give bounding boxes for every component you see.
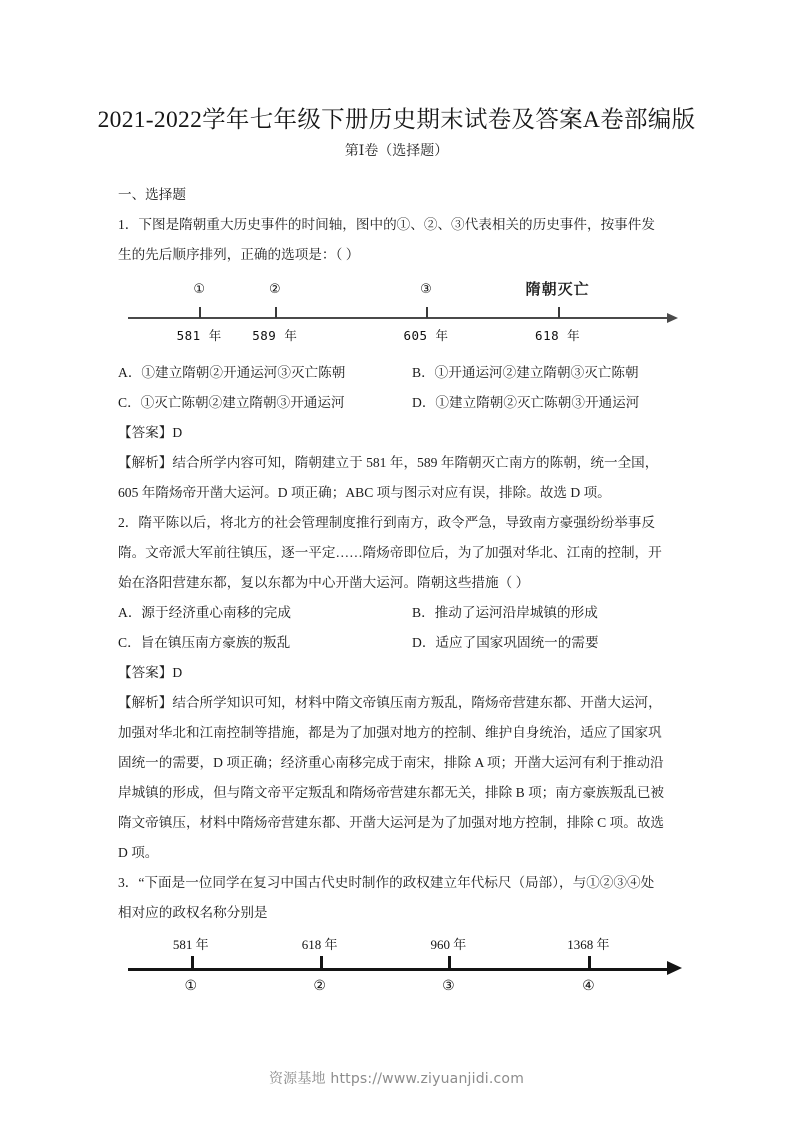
timeline-year-label: 618 年 [301, 937, 338, 952]
answer-label: 【答案】 [118, 665, 173, 680]
question-1-analysis-line-1 [118, 448, 678, 478]
answer-value: D [172, 425, 183, 440]
document-body [118, 180, 678, 1016]
section-heading-choice: 一、选择题 [118, 187, 186, 202]
analysis-label: 【解析】 [118, 455, 173, 470]
timeline-dynasty-ruler [118, 934, 678, 1012]
timeline-arrow-icon [667, 961, 682, 975]
question-2-option-d[interactable]: D．适应了国家巩固统一的需要 [412, 635, 599, 650]
timeline-year-label: 960 年 [430, 937, 467, 952]
timeline-year-label: 1368 年 [567, 937, 610, 952]
question-2-answer [118, 658, 678, 688]
timeline-tick [426, 307, 428, 318]
question-1-option-a[interactable]: A．①建立隋朝②开通运河③灭亡陈朝 [118, 365, 346, 380]
timeline-tick [275, 307, 277, 318]
question-3-stem-line-2: 相对应的政权名称分别是 [118, 905, 268, 920]
timeline-marker-1: ① [193, 282, 206, 297]
question-1-option-d[interactable]: D．①建立隋朝②灭亡陈朝③开通运河 [412, 395, 640, 410]
timeline-sui-dynasty [118, 276, 678, 354]
page-subtitle: 第Ⅰ卷（选择题） [344, 144, 449, 159]
question-2-option-b[interactable]: B．推动了运河沿岸城镇的形成 [412, 605, 598, 620]
timeline-year-label: 605 年 [403, 328, 449, 343]
timeline-tick [448, 956, 451, 969]
question-2-analysis-line-3: 固统一的需要，D 项正确；经济重心南移完成于南宋，排除 A 项；开凿大运河有利于推动沿 [118, 755, 664, 770]
timeline-tick [558, 307, 560, 318]
timeline-tick [320, 956, 323, 969]
question-1-option-c[interactable]: C．①灭亡陈朝②建立隋朝③开通运河 [118, 395, 345, 410]
timeline-year-label: 589 年 [252, 328, 298, 343]
question-2-stem-line-1: 2．隋平陈以后，将北方的社会管理制度推行到南方，政令严急，导致南方豪强纷纷举事反 [118, 515, 655, 530]
question-1-options-row-1 [118, 358, 678, 388]
question-2-analysis-line-4: 岸城镇的形成，但与隋文帝平定叛乱和隋炀帝营建东都无关，排除 B 项；南方豪族叛乱已被 [118, 785, 665, 800]
question-1-option-b[interactable]: B．①开通运河②建立隋朝③灭亡陈朝 [412, 365, 639, 380]
question-1-stem-line-2: 生的先后顺序排列，正确的选项是：（ ） [118, 247, 360, 262]
question-2-option-a[interactable]: A．源于经济重心南移的完成 [118, 605, 291, 620]
timeline-marker-1: ① [184, 979, 198, 994]
timeline-year-label: 581 年 [176, 328, 222, 343]
timeline-axis-line [128, 317, 670, 319]
timeline-tick [199, 307, 201, 318]
question-2-analysis-line-2: 加强对华北和江南控制等措施，都是为了加强对地方的控制、维护自身统治，适应了国家巩 [118, 725, 662, 740]
timeline-marker-2: ② [268, 282, 281, 297]
analysis-label: 【解析】 [118, 695, 173, 710]
analysis-text: 结合所学知识可知，材料中隋文帝镇压南方叛乱，隋炀帝营建东都、开凿大运河， [172, 695, 662, 710]
question-1-answer [118, 418, 678, 448]
question-2-stem-line-3: 始在洛阳营建东都，复以东都为中心开凿大运河。隋朝这些措施（ ） [118, 575, 530, 590]
question-2-options-row-2 [118, 628, 678, 658]
timeline-year-label: 618 年 [535, 328, 581, 343]
question-2-option-c[interactable]: C．旨在镇压南方豪族的叛乱 [118, 635, 291, 650]
question-1-analysis-line-2: 605 年隋炀帝开凿大运河。D 项正确；ABC 项与图示对应有误，排除。故选 D 项。 [118, 485, 611, 500]
answer-value: D [172, 665, 183, 680]
question-3-stem-line-1: 3．“下面是一位同学在复习中国古代史时制作的政权建立年代标尺（局部），与①②③④处 [118, 875, 655, 890]
timeline-tick [588, 956, 591, 969]
question-1-stem-line-1: 1．下图是隋朝重大历史事件的时间轴，图中的①、②、③代表相关的历史事件，按事件发 [118, 217, 655, 232]
question-2-stem-line-2: 隋。文帝派大军前往镇压，逐一平定……隋炀帝即位后，为了加强对华北、江南的控制，开 [118, 545, 662, 560]
answer-label: 【答案】 [118, 425, 173, 440]
question-2-analysis-line-5: 隋文帝镇压，材料中隋炀帝营建东都、开凿大运河是为了加强对地方控制，排除 C 项。故选 [118, 815, 665, 830]
timeline-event-label: 隋朝灭亡 [525, 280, 590, 298]
question-1-options-row-2 [118, 388, 678, 418]
analysis-text: 结合所学内容可知，隋朝建立于 581 年，589 年隋朝灭亡南方的陈朝，统一全国， [172, 455, 659, 470]
question-2-analysis-line-1 [118, 688, 678, 718]
timeline-tick [191, 956, 194, 969]
question-2-analysis-line-6: D 项。 [118, 845, 159, 860]
timeline-marker-3: ③ [442, 979, 455, 994]
timeline-marker-4: ④ [582, 979, 595, 994]
question-2-options-row-1 [118, 598, 678, 628]
timeline-year-label: 581 年 [172, 937, 209, 952]
timeline-marker-3: ③ [420, 282, 432, 297]
timeline-arrow-icon [667, 313, 678, 323]
timeline-marker-2: ② [313, 979, 326, 994]
page-title: 2021-2022学年七年级下册历史期末试卷及答案A卷部编版 [97, 107, 696, 133]
footer-watermark: 资源基地 https://www.ziyuanjidi.com [268, 1071, 525, 1087]
